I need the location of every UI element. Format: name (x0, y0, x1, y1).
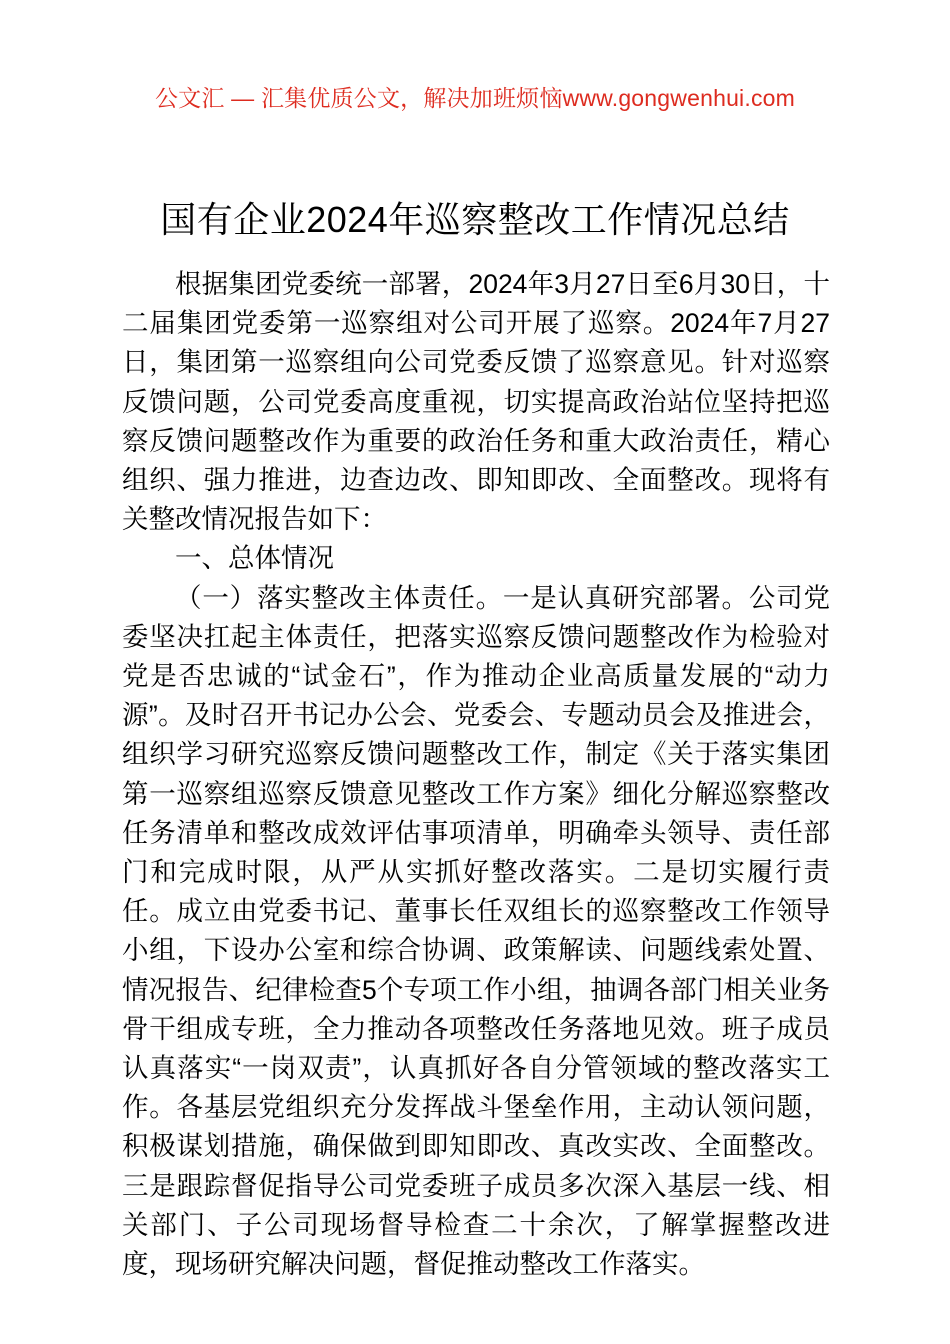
section-heading-overall-situation: 一、总体情况 (175, 543, 334, 574)
page-title: 国有企业2024年巡察整改工作情况总结 (160, 199, 790, 241)
watermark-brand-text: 公文汇 — 汇集优质公文，解决加班烦恼 (154, 85, 563, 111)
paragraph-intro: 根据集团党委统一部署，2024年3月27日至6月30日，十二届集团党委第一巡察组对公司开展了巡察。2024年7月27日，集团第一巡察组向公司党委反馈了巡察意见。针对巡察反馈问题，公司党委高度重视，切实提高政治站位坚持把巡察反馈问题整改作为重要的政治任务和重大政治责任，精心组织、强力推进，边查边改、即知即改、全面整改。现将有关整改情况报告如下： (122, 269, 830, 535)
paragraph-subsection-one: （一）落实整改主体责任。一是认真研究部署。公司党委坚决扛起主体责任，把落实巡察反馈问题整改作为检验对党是否忠诚的“试金石”，作为推动企业高质量发展的“动力源”。及时召开书记办公会、党委会、专题动员会及推进会，组织学习研究巡察反馈问题整改工作，制定《关于落实集团第一巡察组巡察反馈意见整改工作方案》细化分解巡察整改任务清单和整改成效评估事项清单，明确牵头领导、责任部门和完成时限，从严从实抓好整改落实。二是切实履行责任。成立由党委书记、董事长任双组长的巡察整改工作领导小组，下设办公室和综合协调、政策解读、问题线索处置、情况报告、纪律检查5个专项工作小组，抽调各部门相关业务骨干组成专班，全力推动各项整改任务落地见效。班子成员认真落实“一岗双责”，认真抓好各自分管领域的整改落实工作。各基层党组织充分发挥战斗堡垒作用，主动认领问题，积极谋划措施，确保做到即知即改、真改实改、全面整改。三是跟踪督促指导公司党委班子成员多次深入基层一线、相关部门、子公司现场督导检查二十余次，了解掌握整改进度，现场研究解决问题，督促推动整改工作落实。 (122, 582, 830, 1280)
watermark-url-text: www.gongwenhui.com (562, 85, 796, 111)
document-body (122, 265, 830, 1284)
site-watermark (0, 82, 950, 114)
